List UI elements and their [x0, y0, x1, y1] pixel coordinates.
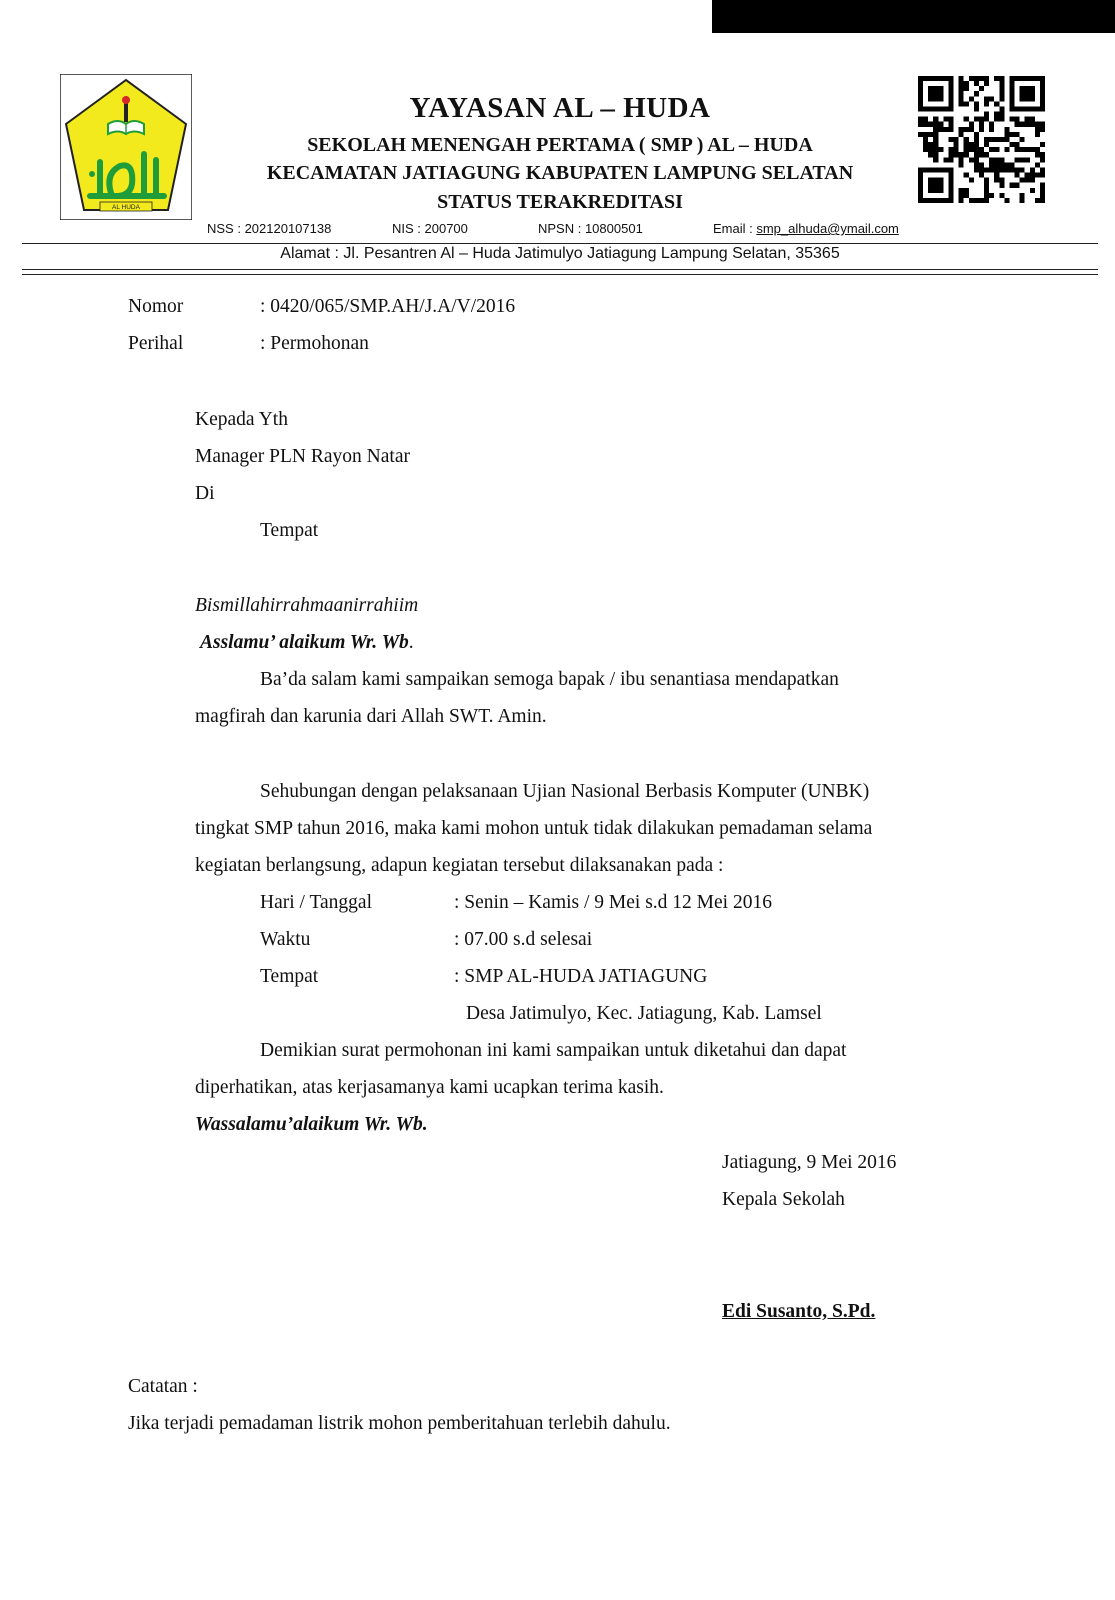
header-divider-double-1	[22, 269, 1098, 270]
school-logo	[60, 74, 192, 220]
para2-line-1: Sehubungan dengan pelaksanaan Ujian Nasional Berbasis Komputer (UNBK)	[260, 781, 870, 802]
nomor-value: : 0420/065/SMP.AH/J.A/V/2016	[260, 296, 516, 317]
header-divider-top	[22, 243, 1098, 244]
logo-caption: AL HUDA	[112, 204, 140, 211]
para2-line-3: kegiatan berlangsung, adapun kegiatan tersebut dilaksanakan pada :	[195, 855, 724, 876]
perihal-value: : Permohonan	[260, 333, 369, 354]
para1-line-2: magfirah dan karunia dari Allah SWT. Amin.	[195, 706, 547, 727]
detail-place-label: Tempat	[260, 966, 319, 987]
recipient-line-3: Di	[195, 483, 215, 504]
recipient-line-4: Tempat	[260, 520, 319, 541]
school-address: Alamat : Jl. Pesantren Al – Huda Jatimulyo Jatiagung Lampung Selatan, 35365	[280, 245, 840, 262]
note-text: Jika terjadi pemadaman listrik mohon pemberitahuan terlebih dahulu.	[128, 1413, 671, 1434]
para3-line-2: diperhatikan, atas kerjasamanya kami ucapkan terima kasih.	[195, 1077, 664, 1098]
nomor-label: Nomor	[128, 296, 184, 317]
accreditation-status: STATUS TERAKREDITASI	[437, 191, 683, 213]
nis-number: NIS : 200700	[392, 221, 468, 236]
para1-line-1: Ba’da salam kami sampaikan semoga bapak / ibu senantiasa mendapatkan	[260, 669, 839, 690]
recipient-line-1: Kepada Yth	[195, 409, 288, 430]
npsn-number: NPSN : 10800501	[538, 221, 643, 236]
header-divider-double-2	[22, 274, 1098, 275]
signature-place-date: Jatiagung, 9 Mei 2016	[722, 1152, 897, 1173]
closing-salam: Wassalamu’alaikum Wr. Wb.	[195, 1114, 428, 1135]
para3-line-1: Demikian surat permohonan ini kami sampaikan untuk diketahui dan dapat	[260, 1040, 847, 1061]
school-name: SEKOLAH MENENGAH PERTAMA ( SMP ) AL – HUDA	[307, 134, 813, 156]
detail-place-value: : SMP AL-HUDA JATIAGUNG	[454, 966, 708, 987]
detail-day-value: : Senin – Kamis / 9 Mei s.d 12 Mei 2016	[454, 892, 772, 913]
email-link[interactable]: smp_alhuda@ymail.com	[756, 221, 899, 236]
nss-number: NSS : 202120107138	[207, 221, 332, 236]
signature-name: Edi Susanto, S.Pd.	[722, 1301, 876, 1322]
email-line	[713, 221, 899, 236]
para2-line-2: tingkat SMP tahun 2016, maka kami mohon untuk tidak dilakukan pemadaman selama	[195, 818, 873, 839]
opening-basmalah: Bismillahirrahmaanirrahiim	[195, 595, 419, 616]
redaction-bar	[712, 0, 1115, 33]
foundation-title: YAYASAN AL – HUDA	[409, 92, 711, 124]
recipient-line-2: Manager PLN Rayon Natar	[195, 446, 410, 467]
detail-place-value-2: Desa Jatimulyo, Kec. Jatiagung, Kab. Lamsel	[466, 1003, 822, 1024]
detail-time-label: Waktu	[260, 929, 311, 950]
signature-title: Kepala Sekolah	[722, 1189, 845, 1210]
detail-time-value: : 07.00 s.d selesai	[454, 929, 593, 950]
school-district: KECAMATAN JATIAGUNG KABUPATEN LAMPUNG SELATAN	[266, 162, 854, 184]
opening-salam: Asslamu’ alaikum Wr. Wb.	[200, 632, 414, 653]
qr-code-icon	[918, 76, 1045, 203]
email-label: Email :	[713, 221, 757, 236]
detail-day-label: Hari / Tanggal	[260, 892, 372, 913]
note-label: Catatan :	[128, 1376, 198, 1397]
perihal-label: Perihal	[128, 333, 184, 354]
